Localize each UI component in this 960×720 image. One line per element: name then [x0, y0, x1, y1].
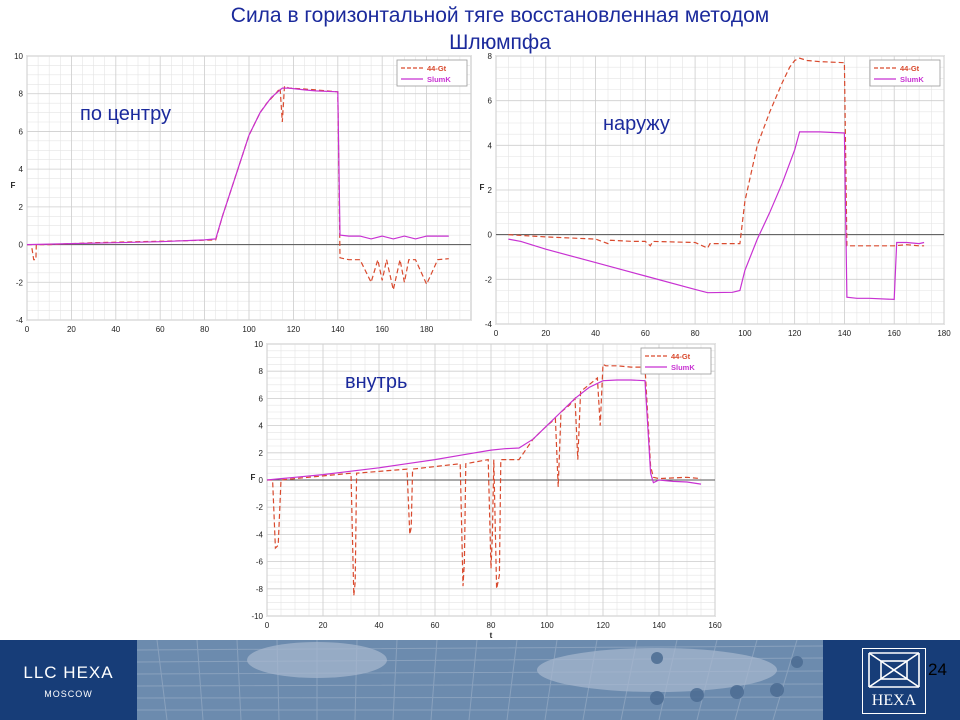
x-tick-label: 100 — [738, 329, 752, 338]
brand-block — [0, 640, 137, 720]
y-tick-label: 8 — [18, 89, 23, 99]
y-tick-label: -2 — [15, 278, 23, 288]
x-tick-label: 80 — [486, 621, 496, 630]
legend-entry: 44-Gt — [427, 64, 447, 73]
x-tick-label: 160 — [887, 329, 901, 338]
y-tick-label: 6 — [258, 394, 263, 404]
y-tick-label: 6 — [487, 96, 492, 106]
y-tick-label: 8 — [487, 52, 492, 61]
y-tick-label: 0 — [258, 476, 263, 485]
y-tick-label: 4 — [258, 421, 263, 431]
x-axis-label: t — [489, 631, 493, 640]
x-tick-label: 60 — [155, 325, 165, 334]
x-tick-label: 180 — [937, 329, 951, 338]
y-tick-label: -4 — [255, 530, 263, 540]
slide-title — [130, 2, 870, 56]
x-tick-label: 40 — [374, 621, 384, 630]
chart-annotation: наружу — [603, 113, 670, 135]
x-tick-label: 160 — [708, 621, 722, 630]
chart-inward — [235, 340, 721, 640]
slide-title-line1: Сила в горизонтальной тяге восстановленная методом — [230, 4, 770, 27]
x-tick-label: 40 — [591, 329, 601, 338]
x-tick-label: 140 — [331, 325, 345, 334]
x-tick-label: 0 — [24, 325, 30, 334]
x-tick-label: 120 — [286, 325, 301, 334]
y-tick-label: -2 — [255, 503, 263, 513]
x-tick-label: 160 — [375, 325, 389, 334]
y-tick-label: 8 — [258, 367, 263, 377]
chart-outward — [478, 52, 956, 340]
x-tick-label: 0 — [264, 621, 270, 630]
legend-entry: 44-Gt — [671, 352, 691, 361]
slide-title-line2: Шлюмпфа — [449, 31, 551, 54]
x-tick-label: 140 — [837, 329, 852, 338]
chart-annotation: по центру — [80, 103, 171, 125]
hexa-logo-mark — [863, 649, 925, 713]
x-tick-label: 140 — [652, 621, 666, 630]
chart-annotation: внутрь — [345, 371, 408, 393]
y-axis-label: F — [250, 473, 256, 482]
x-tick-label: 60 — [430, 621, 440, 630]
y-tick-label: 2 — [487, 186, 492, 195]
x-tick-label: 60 — [640, 329, 650, 338]
legend-entry: SlumK — [900, 75, 924, 84]
x-tick-label: 180 — [419, 325, 434, 334]
company-name: LLC HEXA — [23, 663, 114, 682]
x-tick-label: 100 — [242, 325, 256, 334]
y-tick-label: -10 — [251, 612, 263, 621]
y-axis-label: F — [10, 181, 16, 190]
legend-entry: 44-Gt — [900, 64, 920, 73]
y-tick-label: 0 — [487, 230, 492, 240]
chart-center — [5, 52, 477, 340]
y-tick-label: 10 — [14, 52, 23, 61]
y-tick-label: -8 — [255, 584, 263, 594]
x-tick-label: 20 — [318, 621, 328, 630]
y-tick-label: 2 — [258, 448, 263, 458]
y-tick-label: -4 — [484, 320, 492, 329]
y-tick-label: -2 — [484, 275, 492, 285]
y-tick-label: 10 — [254, 340, 263, 349]
chart-svg — [5, 52, 477, 340]
mesh-illustration — [137, 640, 823, 720]
footer-mesh-image — [137, 640, 823, 720]
x-tick-label: 80 — [200, 325, 210, 334]
legend-entry: SlumK — [427, 75, 451, 84]
hexa-logo — [862, 648, 926, 714]
y-tick-label: -6 — [255, 557, 263, 567]
x-tick-label: 120 — [596, 621, 610, 630]
chart-svg — [235, 340, 721, 640]
legend-entry: SlumK — [671, 363, 695, 372]
y-tick-label: 4 — [18, 165, 23, 175]
footer-band — [0, 640, 960, 720]
y-tick-label: 2 — [18, 202, 23, 212]
x-tick-label: 20 — [541, 329, 551, 338]
page-number: 24 — [928, 660, 947, 679]
y-tick-label: 0 — [18, 240, 23, 250]
y-axis-label: F — [479, 183, 485, 192]
y-tick-label: -4 — [15, 316, 23, 325]
x-tick-label: 40 — [111, 325, 121, 334]
y-tick-label: 4 — [487, 141, 492, 151]
x-tick-label: 20 — [66, 325, 76, 334]
x-tick-label: 80 — [690, 329, 700, 338]
hexa-logo-text: HEXA — [871, 692, 917, 709]
y-tick-label: 6 — [18, 127, 23, 137]
x-tick-label: 120 — [787, 329, 802, 338]
x-tick-label: 100 — [540, 621, 554, 630]
chart-svg — [478, 52, 956, 340]
x-tick-label: 0 — [493, 329, 499, 338]
company-city: MOSCOW — [44, 689, 93, 699]
